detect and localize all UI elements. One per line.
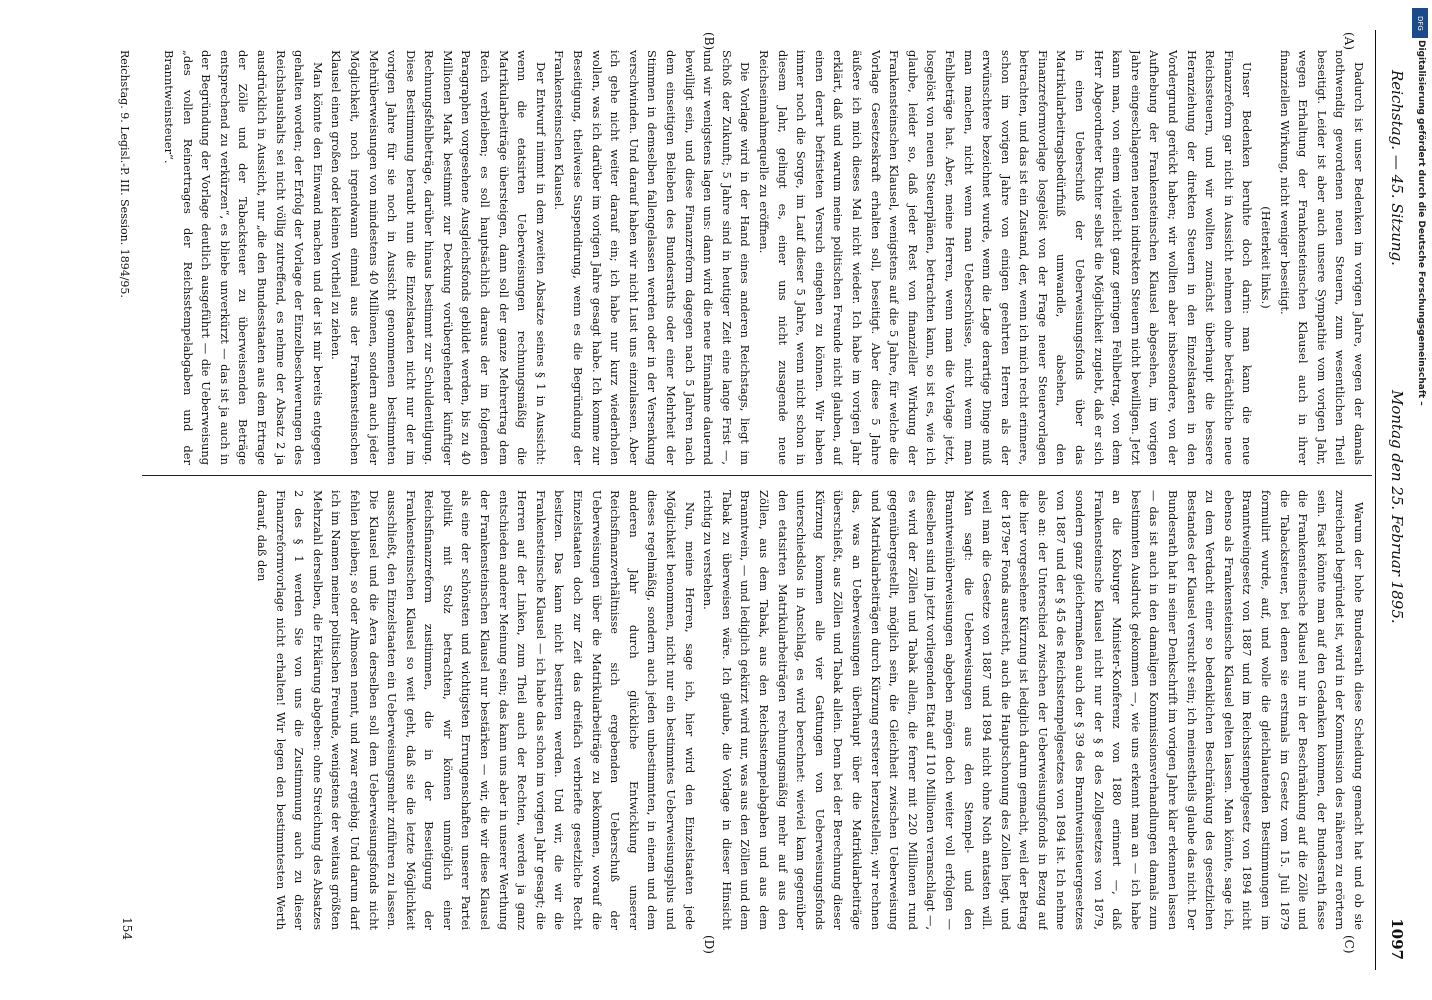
page-header	[1375, 30, 1416, 970]
header-date: Montag den 25. Februar 1895.	[1388, 390, 1406, 624]
paragraph: Man könnte den Einwand machen und der ist mir bereits entgegen gehalten worden; der Erfolg der Vorlage der Einzelbeschwerungen des Reichshaushalts sei nicht völlig zutreffend, es nehme der Absatz 2 ja ausdrücklich in Aussicht, nur „die den Bundesstaaten aus dem Ertrage der Zölle und der Tabacksteuer zu überweisenden Beträge entsprechend zu verkürzen“, es bliebe unverkürzt — das ist ja auch in der Begründung der Vorlage deutlich ausgeführt — die Ueberweisung „des vollen Reinertrages der Reichsstempelabgaben und der Branntweinsteuer“.	[162, 50, 325, 465]
margin-mark-a: (A)	[1342, 32, 1356, 51]
text-column-right	[148, 490, 1368, 930]
margin-mark-b: (B)	[702, 32, 716, 51]
margin-mark-c: (C)	[1342, 935, 1356, 954]
dfg-logo: DFG	[1412, 8, 1428, 38]
text-column-left	[148, 50, 1368, 465]
page-number: 1097	[1388, 918, 1406, 960]
paragraph: Der Entwurf nimmt in dem zweiten Absatze seines § 1 in Aussicht: wenn die etatsirten Ueberweisungen rechnungsmäßig die Matrikularbeiträge übersteigen, dann soll der ganze Mehrertrag dem Reich verbleiben; es soll hauptsächlich daraus der im folgenden Paragraphen vorgesehene Ausgleichsfonds gebildet werden, bis zu 40 Millionen Mark bestimmt zur Deckung vorübergehender künftiger Rechnungsfehlbeträge, darüber hinaus bestimmt zur Schuldentilgung. Diese Bestimmung beraubt nun die Einzelstaaten nicht nur der im vorigen Jahre für sie noch in Aussicht genommenen bestimmten Mehrüberweisungen von mindestens 40 Millionen, sondern auch jeder Möglichkeit, noch irgendwann einmal aus der Frankensteinschen Klausel einen großen oder kleinen Vortheil zu ziehen.	[329, 50, 548, 465]
rotated-page-content	[116, 30, 1416, 970]
paragraph: Dadurch ist unser Bedenken im vorigen Jahre, wegen der damals nothwendig gewordenen neuen Steuern, zum wesentlichen Theil beseitigt. Leider ist aber auch unsere Sympathie vom vorigen Jahr, wegen Erhaltung der Frankensteinschen Klausel auch in ihrer finanziellen Wirkung, nicht weniger beseitigt.	[1277, 50, 1366, 465]
digitization-credit: Digitalisierung gefördert durch die Deutsche Forschungsgemeinschaft –	[1416, 40, 1426, 406]
paragraph: Nun, meine Herren, sage ich, hier wird den Einzelstaaten jede Möglichkeit benommen, nicht nur ein bestimmtes Ueberweisungsplus und dieses regelmäßig, sondern auch jeden unbestimmten, in einem und dem anderen Jahr durch glückliche Entwicklung unserer Reichsfinanzverhältnisse sich ergebenden Ueberschuß der Ueberweisungen über die Matrikularbeiträge zu bekommen, worauf die Einzelstaaten doch zur Zeit das dreifach verbriefte gesetzliche Recht besitzen. Das kann nicht bestritten werden. Und wir, die wir die Frankensteinsche Klausel — ich habe das schon im vorigen Jahr gesagt; die Herren auf der Linken, zum Theil auch der Rechten, werden ja ganz entschieden anderer Meinung sein; das kann uns aber in unserer Werthung der Frankensteinschen Klausel nur bestärken — wir, die wir diese Klausel als eine der schönsten und wichtigsten Errungenschaften unserer Partei politik mit Stolz betrachten, wir können unmöglich einer Reichsfinanzreform zustimmen, die in der Beseitigung der Frankensteinschen Klausel so weit geht, daß sie die letzte Möglichkeit ausschließt, den Einzelstaaten ein Ueberweisungsmehr zuführen zu lassen. Die Klausel und die Aera derselben soll dem Ueberweisungsfonds nicht fehlen bleiben; so oder Almosen nennt, und zwar ergiebig. Und darum darf ich im Namen meiner politischen Freunde, wenigstens der weitaus größten Mehrzahl derselben, die Erklärung abgeben: ohne Streichung des Absatzes 2 des § 1 werden Sie von uns die Zustimmung auch zu dieser Finanzreformvorlage nicht erhalten! Wir legen den bestimmtesten Werth darauf, daß den	[254, 490, 697, 930]
footer-citation: Reichstag. 9. Legisl.-P. III. Session. 1894/95.	[118, 50, 131, 298]
margin-mark-d: (D)	[702, 935, 716, 954]
paragraph: Unser Bedenken beruhte doch darin: man kann die neue Finanzreform gar nicht in Aussicht nehmen ohne beträchtliche neue Reichssteuern, und wir wollten zunächst überhaupt die bessere Heranziehung der direkten Steuern in den Einzelstaaten in den Vordergrund gerückt haben; wir wollten aber insbesondere, von der Aufhebung der Frankensteinschen Klausel abgesehen, im vorigen Jahre eingeschlagenen neuen indirekten Steuern nicht bewilligen. Jetzt kann man, von einem vielleicht ganz geringen Fehlbetrag, von dem Herr Abgeordneter Richter selbst die Möglichkeit zugiebt, daß er sich in einen Ueberschuß der Ueberweisungsfonds über das Matrikularbeitragsbedürfniß umwandle, absehen, den Finanzreformvorlage losgelöst von der Frage neuer Steuervorlagen betrachten, und das ist ein Zustand, der, wenn ich mich recht erinnere, schon im vorigen Jahre von einigen geehrten Herren als der erwünschtere bezeichnet wurde, wenn die Lage derartige Dinge muß man machen, nicht wenn man Ueberschüsse, nicht wenn man Fehlbeträge hat. Aber, meine Herren, wenn man die Vorlage jetzt, losgelöst von neuen Steuerplänen, betrachten kann, so ist es, wie ich glaube, leider so, daß jeder Rest von finanzieller Wirkung der Frankensteinschen Klausel, wenigstens auf die 5 Jahre, für welche die Vorlage Gesetzeskraft erhalten soll, beseitigt. Aber diese 5 Jahre äußere ich mich dieses Mal nicht wieder. Ich habe im vorigen Jahr erklärt, daß und warum meine politischen Freunde nicht glauben, auf einen derart befristeten Versuch eingehen zu können. Wir haben immer noch die Sorge, im Lauf dieser 5 Jahre, wenn nicht schon in diesem Jahr, gelingt es, einer uns nicht zusagende neue Reichseinnahmequelle zu eröffnen.	[757, 50, 1255, 465]
page-signature: 154	[120, 917, 134, 940]
stage-direction: (Heiterkeit links.)	[1259, 206, 1274, 309]
paragraph: Warum der hohe Bundesrath diese Scheidung gemacht hat und ob sie zureichend begründet ist, wird in der Kommission des näheren zu erörtern sein. Fast könnte man auf den Gedanken kommen, der Bundesrath fasse die Frankensteinsche Klausel nur in der Beschränkung auf die Zölle und die Tabacksteuer, bei denen sie erstmals im Gesetz vom 15. Juli 1879 formulirt wurde, auf, und wolle die gleichlautenden Bestimmungen im Branntweingesetz von 1887 und im Reichsstempelgesetz von 1894 nicht ebenso als Frankensteinsche Klausel gelten lassen. Man könnte, sage ich, zu dem Verdacht einer so bedenklichen Beschränkung des gesetzlichen Bestandes der Klausel versucht sein; ich meinestheils glaube das nicht. Der Bundesrath hat in seiner Denkschrift im vorigen Jahre klar erkennen lassen — das ist auch in den damaligen Kommissionsverhandlungen damals zum bestimmten Ausdruck gekommen —, wie uns erkennt man an — ich habe an die Koburger Minister-Konferenz von 1880 erinnert —, daß Frankensteinsche Klausel nicht nur der § 8 des Zollgesetzes von 1879, sondern ganz gleichermaßen auch der § 39 des Branntweinsteuergesetzes von 1887 und der § 45 des Reichsstempelgesetzes von 1894 ist. Ich nehme also an: der Unterschied zwischen der Ueberweisungsfonds in Bezug auf die hier vorgesehene Kürzung ist lediglich darum gemacht, weil der Betrag der 1879er Fonds ausreicht, auch die Hauptschonung des Zollen liegt, und weil man die Gesetze von 1887 und 1894 nicht ohne Noth antasten will. Man sagt: die Ueberweisungen aus den Stempel- und den Branntweinüberweisungen abgeben mögen doch weiter voll erfolgen — dieselben sind im jetzt vorliegenden Etat auf 110 Millionen veranschlagt —, es wird der Zöllen und Tabak allein, die ferner mit 220 Millionen rund gegenübergestellt, möglich sein, die Gleichheit zwischen Ueberweisung und Matrikularbeiträgen durch Kürzung ersterer herzustellen; wir rechnen das, was an Ueberweisungen überhaupt über die Matrikularbeiträge überschießt, aus Zöllen und Tabak allein. Denn bei der Berechnung dieser Kürzung kommen alle vier Gattungen von Ueberweisungsfonds unterschiedslos in Anschlag, es wird berechnet: wieviel kam gegenüber den etatsirten Matrikularbeiträgen rechnungsmäßig mehr auf aus den Zöllen, aus dem Tabak, aus den Reichsstempelabgaben und aus dem Branntwein, — und lediglich gekürzt wird nur, was aus den Zöllen und dem Tabak zu überweisen wäre. Ich glaube, die Vorlage in dieser Hinsicht richtig zu verstehen.	[701, 490, 1366, 930]
column-separator	[142, 475, 1372, 476]
header-left: Reichstag. — 45. Sitzung.	[1388, 70, 1406, 266]
paragraph: Die Vorlage wird in der Hand eines anderen Reichstags, liegt im Schoß der Zukunft; 5 Jahre sind in heutiger Zeit eine lange Frist —, und wir wenigstens lagen uns: dann wird die neue Einnahme dauernd bewilligt sein, und diese Finanzreform dagegen nach 5 Jahren nach dem einseitigen Belieben des Bundesraths oder einer Mehrheit der Stimmen in demselben fallengelassen werden oder in der Versenkung verschwinden. Und darauf haben wir nicht Lust uns einzulassen. Aber ich gehe nicht weiter darauf ein; ich habe nur kurz wiederholen wollen, was ich darüber im vorigen Jahre gesagt habe. Ich komme zur Beseitigung, theilweise Suspendirung, wenn es die Begründung der Frankensteinschen Klausel.	[552, 50, 753, 465]
